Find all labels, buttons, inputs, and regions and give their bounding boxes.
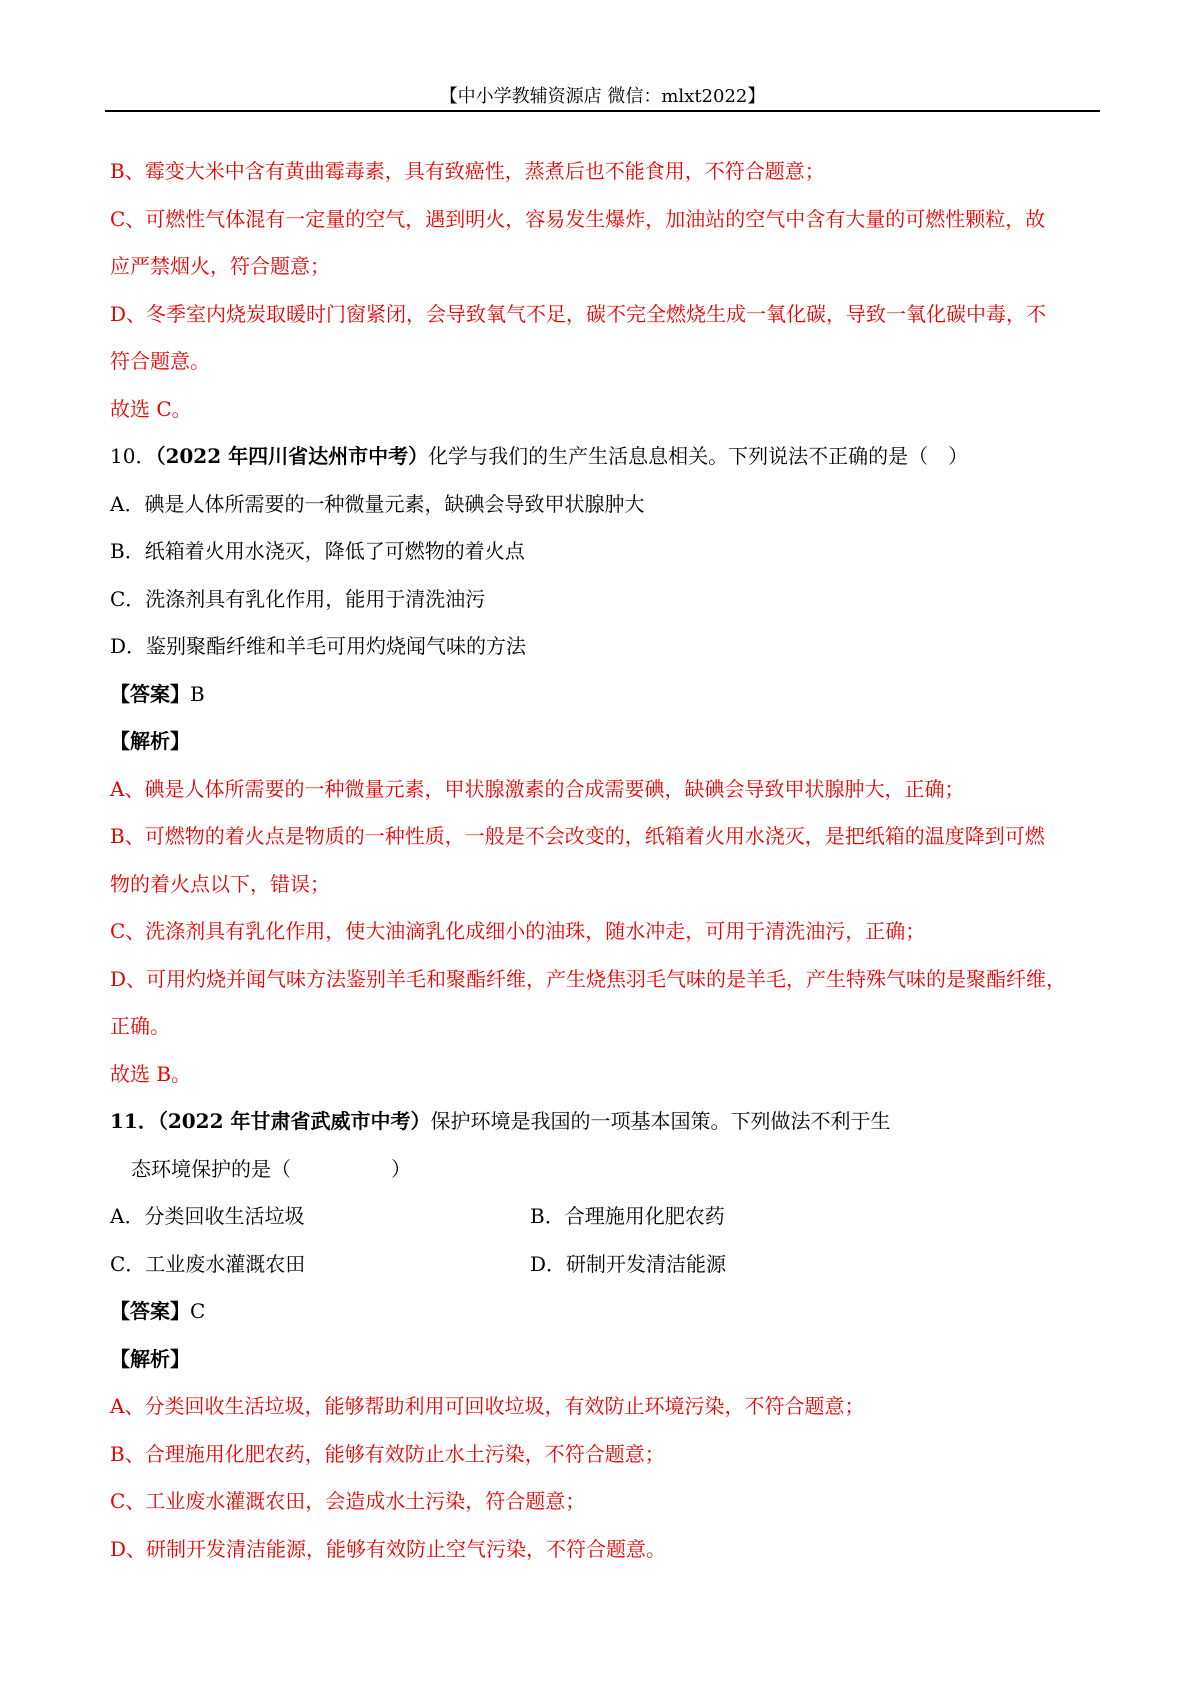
q11-option-b: B．合理施用化肥农药 bbox=[530, 1204, 725, 1228]
q9-analysis-d-line2: 符合题意。 bbox=[110, 349, 210, 373]
q10-analysis-b-line2: 物的着火点以下，错误； bbox=[110, 871, 330, 896]
q11-answer bbox=[110, 1288, 1100, 1336]
q10-conclusion: 故选 B。 bbox=[110, 1061, 192, 1086]
q11-analysis-a: A、分类回收生活垃圾，能够帮助利用可回收垃圾，有效防止环境污染，不符合题意； bbox=[110, 1394, 865, 1418]
q11-stem-text-line2: 态环境保护的是（ ） bbox=[131, 1156, 411, 1181]
q11-option-d: D．研制开发清洁能源 bbox=[530, 1251, 727, 1276]
q10-option-b: B．纸箱着火用水浇灭，降低了可燃物的着火点 bbox=[110, 539, 525, 563]
q10-option-d: D．鉴别聚酯纤维和羊毛可用灼烧闻气味的方法 bbox=[110, 634, 527, 658]
q11-analysis-d: D、研制开发清洁能源，能够有效防止空气污染，不符合题意。 bbox=[110, 1536, 667, 1561]
page-header: 【中小学教辅资源店 微信：mlxt2022】 bbox=[439, 86, 766, 107]
q11-analysis-b: B、合理施用化肥农药，能够有效防止水土污染，不符合题意； bbox=[110, 1441, 665, 1466]
q10-answer-value: B bbox=[190, 681, 205, 706]
q10-number: 10． bbox=[110, 444, 156, 468]
q9-conclusion: 故选 C。 bbox=[110, 396, 192, 421]
q11-analysis-label: 【解析】 bbox=[110, 1346, 190, 1371]
q9-analysis-b: B、霉变大米中含有黄曲霉毒素，具有致癌性，蒸煮后也不能食用，不符合题意； bbox=[110, 159, 825, 183]
q11-source: （2022 年甘肃省武威市中考） bbox=[157, 1109, 431, 1133]
q10-analysis-c: C、洗涤剂具有乳化作用，使大油滴乳化成细小的油珠，随水冲走，可用于清洗油污，正确； bbox=[110, 919, 926, 943]
q10-stem-text: 化学与我们的生产生活息息相关。下列说法不正确的是（ ） bbox=[428, 444, 969, 468]
q10-answer-label: 【答案】 bbox=[110, 681, 190, 706]
q10-analysis-a: A、碘是人体所需要的一种微量元素，甲状腺激素的合成需要碘，缺碘会导致甲状腺肿大，正确； bbox=[110, 776, 965, 801]
q9-analysis-d-line1: D、冬季室内烧炭取暖时门窗紧闭，会导致氧气不足，碳不完全燃烧生成一氧化碳，导致一氧化碳中毒，不 bbox=[110, 301, 1047, 326]
q11-options-row2 bbox=[110, 1241, 1100, 1289]
q9-analysis-c-line1: C、可燃性气体混有一定量的空气，遇到明火，容易发生爆炸，加油站的空气中含有大量的可燃性颗粒，故 bbox=[110, 206, 1046, 231]
q10-analysis-label: 【解析】 bbox=[110, 729, 190, 753]
q10-stem bbox=[110, 433, 1100, 481]
q11-option-a: A．分类回收生活垃圾 bbox=[110, 1204, 305, 1228]
q11-number: 11． bbox=[110, 1109, 158, 1133]
q11-stem-text-line1: 保护环境是我国的一项基本国策。下列做法不利于生 bbox=[430, 1109, 891, 1133]
q10-analysis-d-line1: D、可用灼烧并闻气味方法鉴别羊毛和聚酯纤维，产生烧焦羽毛气味的是羊毛，产生特殊气味的是聚酯纤维， bbox=[110, 966, 1067, 991]
q11-answer-value: C bbox=[190, 1299, 206, 1323]
q10-option-a: A．碘是人体所需要的一种微量元素，缺碘会导致甲状腺肿大 bbox=[110, 491, 645, 516]
q10-analysis-d-line2: 正确。 bbox=[110, 1014, 170, 1038]
q10-analysis-b-line1: B、可燃物的着火点是物质的一种性质，一般是不会改变的，纸箱着火用水浇灭，是把纸箱的温度降到可燃 bbox=[110, 824, 1045, 848]
q9-analysis-c-line2: 应严禁烟火，符合题意； bbox=[110, 254, 330, 278]
q10-option-c: C．洗涤剂具有乳化作用，能用于清洗油污 bbox=[110, 586, 486, 611]
q10-source: （2022 年四川省达州市中考） bbox=[155, 444, 429, 468]
q10-answer bbox=[110, 671, 1100, 719]
header-rule bbox=[105, 110, 1100, 112]
q11-option-c: C．工业废水灌溉农田 bbox=[110, 1251, 306, 1276]
q11-answer-label: 【答案】 bbox=[110, 1299, 190, 1323]
q11-analysis-c: C、工业废水灌溉农田，会造成水土污染，符合题意； bbox=[110, 1489, 586, 1513]
q11-stem bbox=[110, 1098, 1100, 1146]
q11-options-row1 bbox=[110, 1193, 1100, 1241]
document-body bbox=[110, 148, 1100, 1573]
